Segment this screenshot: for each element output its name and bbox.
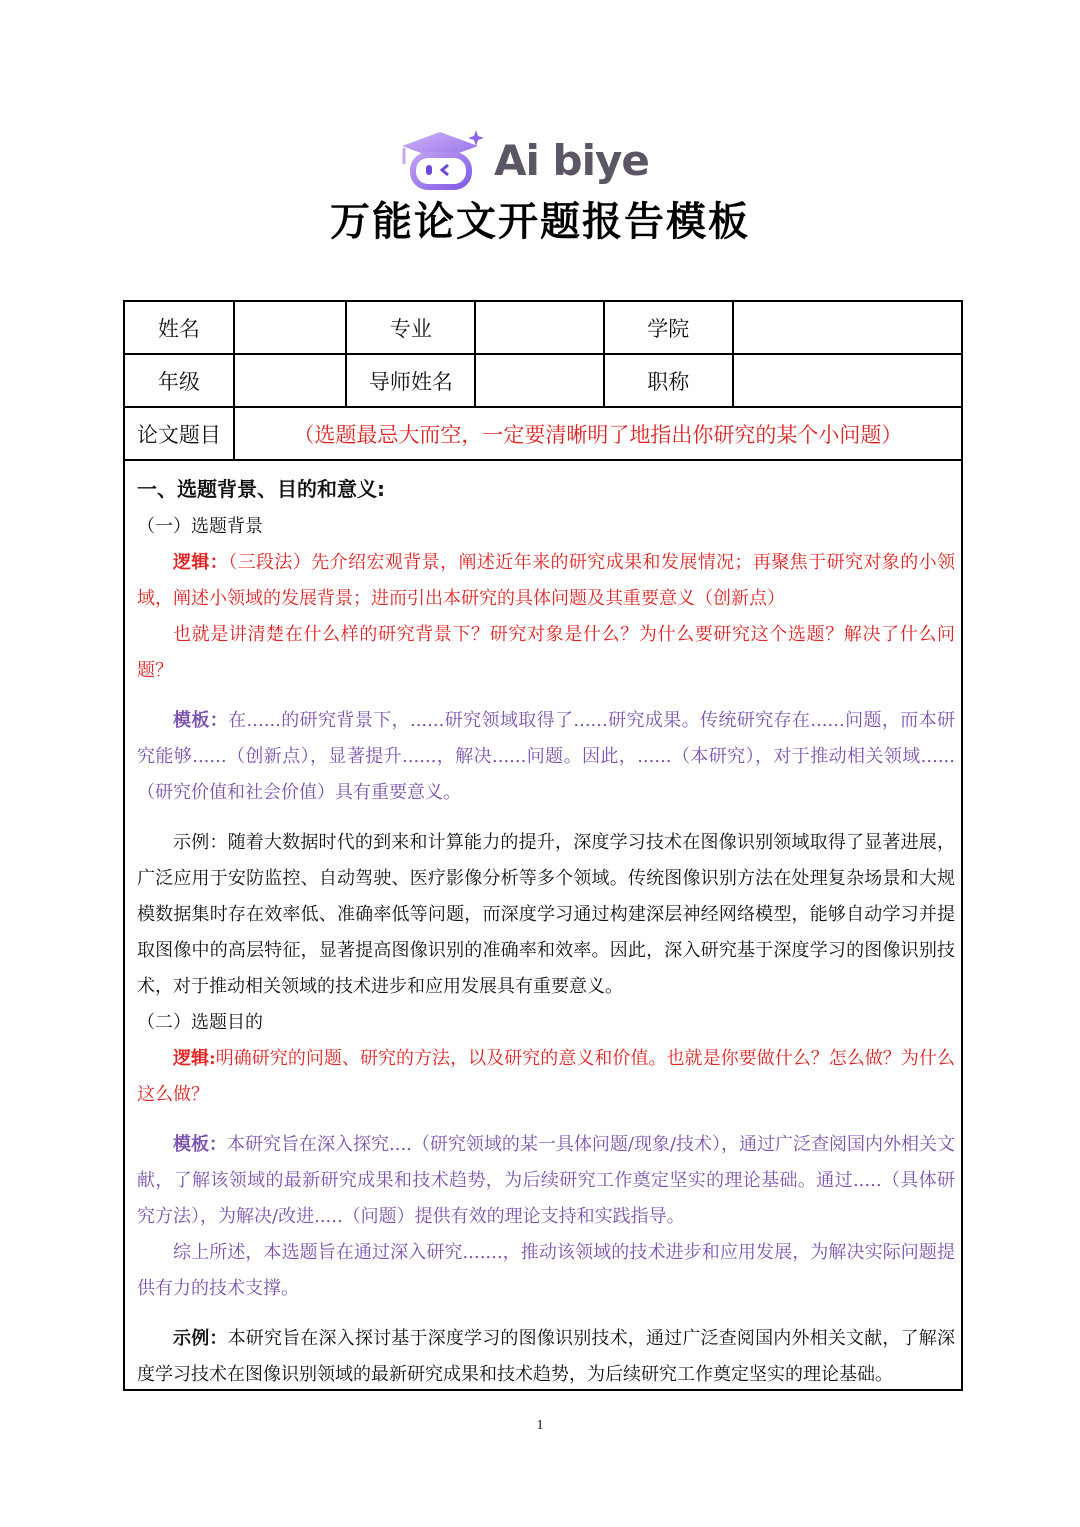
section-body [123,461,963,1391]
grade-value[interactable] [234,354,347,407]
example-paragraph [137,1321,955,1393]
subsection-heading-background: （一）选题背景 [137,516,263,537]
topic-value[interactable]: （选题最忌大而空，一定要清晰明了地指出你研究的某个小问题） [234,407,962,460]
template-text: 在......的研究背景下，......研究领域取得了......研究成果。传统研究存在......问题，而本研究能够......（创新点），显著提升......，解决......问题。因此，......（本研究），对于推动相关领域......（研究价值和社会价值）具有重要意义。 [137,710,956,803]
college-label: 学院 [604,301,733,354]
major-value[interactable] [475,301,604,354]
section-heading: 一、选题背景、目的和意义: [137,477,385,501]
advisor-label: 导师姓名 [346,354,475,407]
table-row [124,407,962,460]
subsection-heading-purpose: （二）选题目的 [137,1012,263,1033]
logic-text: （三段法）先介绍宏观背景，阐述近年来的研究成果和发展情况；再聚焦于研究对象的小领域，阐述小领域的发展背景；进而引出本研究的具体问题及其重要意义（创新点） [137,552,956,609]
logic-label: 逻辑： [173,552,229,573]
page-title: 万能论文开题报告模板 [330,199,750,245]
table-row [124,354,962,407]
advisor-value[interactable] [475,354,604,407]
info-table [123,300,963,461]
college-value[interactable] [733,301,962,354]
name-value[interactable] [234,301,347,354]
table-row [124,301,962,354]
template-label: 模板： [173,710,229,731]
brand-name: Ai biye [494,136,649,185]
grade-label: 年级 [124,354,234,407]
logic-text: 明确研究的问题、研究的方法，以及研究的意义和价值。也就是你要做什么？怎么做？为什么这么做？ [137,1048,955,1105]
template-label: 模板： [173,1134,227,1155]
example-text: 本研究旨在深入探讨基于深度学习的图像识别技术，通过广泛查阅国内外相关文献，了解深度学习技术在图像识别领域的最新研究成果和技术趋势，为后续研究工作奠定坚实的理论基础。 [137,1328,956,1385]
logic-paragraph-2: 也就是讲清楚在什么样的研究背景下？研究对象是什么？为什么要研究这个选题？解决了什么问题？ [137,624,955,681]
rank-label: 职称 [604,354,733,407]
template-text: 本研究旨在深入探究....（研究领域的某一具体问题/现象/技术），通过广泛查阅国内外相关文献，了解该领域的最新研究成果和技术趋势，为后续研究工作奠定坚实的理论基础。通过.....（具体研究方法），为解决/改进.....（问题）提供有效的理论支持和实践指导。 [137,1134,956,1227]
template-paragraph-2: 综上所述，本选题旨在通过深入研究.......，推动该领域的技术进步和应用发展，为解决实际问题提供有力的技术支撑。 [137,1242,955,1299]
template-paragraph [137,703,955,811]
template-paragraph [137,1127,955,1235]
logic-label: 逻辑: [173,1048,216,1069]
logic-paragraph [137,545,955,617]
example-label: 示例： [173,1328,228,1349]
example-label: 示例： [173,832,228,853]
example-paragraph [137,825,955,1005]
example-text: 随着大数据时代的到来和计算能力的提升，深度学习技术在图像识别领域取得了显著进展，广泛应用于安防监控、自动驾驶、医疗影像分析等多个领域。传统图像识别方法在处理复杂场景和大规模数据集时存在效率低、准确率低等问题，而深度学习通过构建深层神经网络模型，能够自动学习并提取图像中的高层特征，显著提高图像识别的准确率和效率。因此，深入研究基于深度学习的图像识别技术，对于推动相关领域的技术进步和应用发展具有重要意义。 [137,832,956,997]
page-number: 1 [536,1418,544,1433]
major-label: 专业 [346,301,475,354]
name-label: 姓名 [124,301,234,354]
logic-paragraph [137,1041,955,1113]
rank-value[interactable] [733,354,962,407]
topic-label: 论文题目 [124,407,234,460]
graduation-robot-icon [396,130,488,196]
